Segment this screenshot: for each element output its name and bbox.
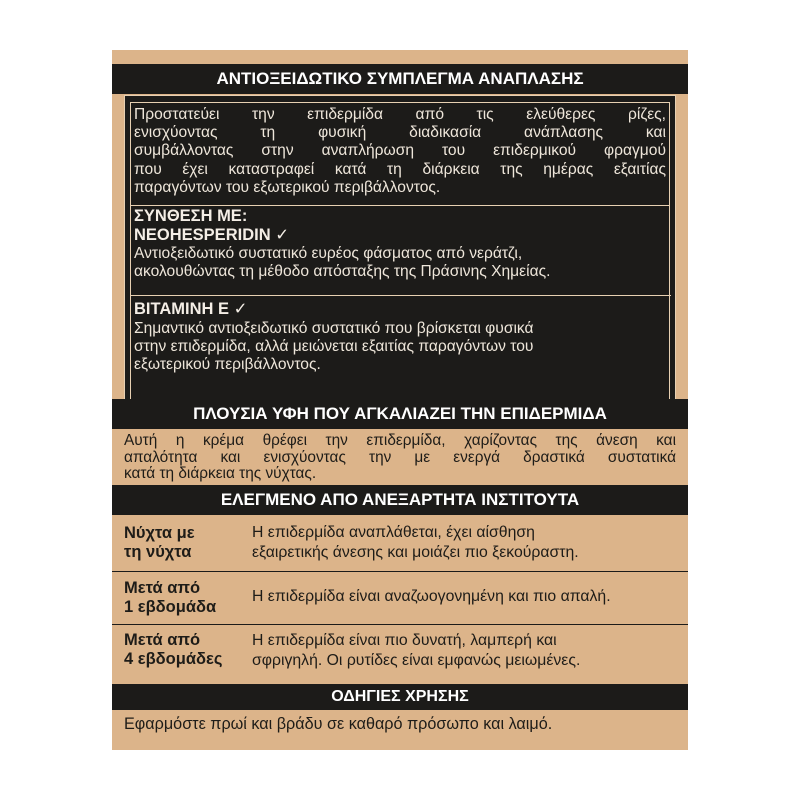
- composition-heading: ΣΥΝΘΕΣΗ ΜΕ:: [134, 207, 248, 225]
- antioxidant-intro-frame: [130, 102, 670, 206]
- tested-row-label: [124, 524, 195, 562]
- tested-row-value: [252, 523, 672, 563]
- antioxidant-box: [124, 95, 676, 427]
- antioxidant-intro-line: Προστατεύει την επιδερμίδα από τις ελεύθερες ρίζες,: [134, 106, 666, 123]
- usage-text: Εφαρμόστε πρωί και βράδυ σε καθαρό πρόσωπο και λαιμό.: [124, 715, 553, 733]
- vitamin-e-line: Σημαντικό αντιοξειδωτικό συστατικό που βρίσκεται φυσικά: [134, 320, 534, 337]
- tested-row-value: [252, 587, 672, 607]
- tested-row-value-line: Η επιδερμίδα αναπλάθεται, έχει αίσθηση: [252, 524, 535, 541]
- antioxidant-intro-line: που έχει καταστραφεί κατά τη διάρκεια της ημέρας εξαιτίας: [134, 160, 666, 178]
- tested-row-label-line: 4 εβδομάδες: [124, 650, 223, 668]
- tested-row: [112, 515, 688, 571]
- tested-row-value-line: σφριγηλή. Οι ρυτίδες είναι εμφανώς μειωμένες.: [252, 652, 581, 669]
- texture-title: ΠΛΟΥΣΙΑ ΥΦΗ ΠΟΥ ΑΓΚΑΛΙΑΖΕΙ ΤΗΝ ΕΠΙΔΕΡΜΙΔΑ: [112, 399, 688, 429]
- vitamin-e-name: ΒΙΤΑΜΙΝΗ Ε: [134, 300, 230, 318]
- tested-row-value: [252, 631, 672, 671]
- tested-row-value-line: εξαιρετικής άνεσης και μοιάζει πιο ξεκούραστη.: [252, 544, 579, 561]
- product-label-panel: [112, 50, 688, 750]
- tested-row: [112, 571, 688, 625]
- tested-row: [112, 624, 688, 683]
- vitamin-e-line: στην επιδερμίδα, αλλά μειώνεται εξαιτίας παραγόντων του: [134, 338, 534, 356]
- tested-row-label: [124, 631, 222, 669]
- tested-row-label-line: τη νύχτα: [124, 543, 192, 561]
- check-icon: ✓: [233, 300, 248, 318]
- composition-divider: [130, 295, 671, 296]
- neohesperidin-line: ακολουθώντας τη μέθοδο απόσταξης της Πράσινης Χημείας.: [134, 263, 551, 281]
- tested-title: ΕΛΕΓΜΕΝΟ ΑΠΟ ΑΝΕΞΑΡΤΗΤΑ ΙΝΣΤΙΤΟΥΤΑ: [112, 485, 688, 515]
- vitamin-e-heading: [134, 300, 666, 318]
- tested-row-label-line: Νύχτα με: [124, 524, 195, 542]
- neohesperidin-name: NEOHESPERIDIN: [134, 226, 271, 244]
- texture-line: Αυτή η κρέμα θρέφει την επιδερμίδα, χαρίζοντας της άνεση και: [124, 432, 676, 449]
- antioxidant-title: ΑΝΤΙΟΞΕΙΔΩΤΙΚΟ ΣΥΜΠΛΕΓΜΑ ΑΝΑΠΛΑΣΗΣ: [112, 64, 688, 94]
- tested-row-value-line: Η επιδερμίδα είναι πιο δυνατή, λαμπερή και: [252, 632, 557, 649]
- tested-row-label-line: Μετά από: [124, 631, 201, 649]
- tested-row-label-line: 1 εβδομάδα: [124, 598, 217, 616]
- texture-text: [124, 433, 676, 483]
- vitamin-e-line: εξωτερικού περιβάλλοντος.: [134, 356, 321, 374]
- texture-line: απαλότητα και ενισχύοντας την με ενεργά δραστικά συστατικά: [124, 448, 676, 466]
- texture-line: κατά τη διάρκεια της νύχτας.: [124, 465, 317, 482]
- composition-frame: [130, 204, 670, 419]
- tested-row-value-line: Η επιδερμίδα είναι αναζωογονημένη και πιο απαλή.: [252, 588, 611, 605]
- antioxidant-intro-line: ενισχύοντας τη φυσική διαδικασία ανάπλασης και: [134, 124, 666, 142]
- antioxidant-intro-line: συμβάλλοντας στην αναπλήρωση του επιδερμικού φραγμού: [134, 142, 666, 160]
- neohesperidin-line: Αντιοξειδωτικό συστατικό ευρέος φάσματος από νεράτζι,: [134, 245, 523, 262]
- antioxidant-intro-line: παραγόντων του εξωτερικού περιβάλλοντος.: [134, 178, 441, 196]
- neohesperidin-heading: [134, 226, 666, 244]
- usage-title: ΟΔΗΓΙΕΣ ΧΡΗΣΗΣ: [112, 684, 688, 710]
- tested-row-label-line: Μετά από: [124, 579, 201, 597]
- tested-row-label: [124, 579, 216, 617]
- check-icon: ✓: [275, 226, 290, 244]
